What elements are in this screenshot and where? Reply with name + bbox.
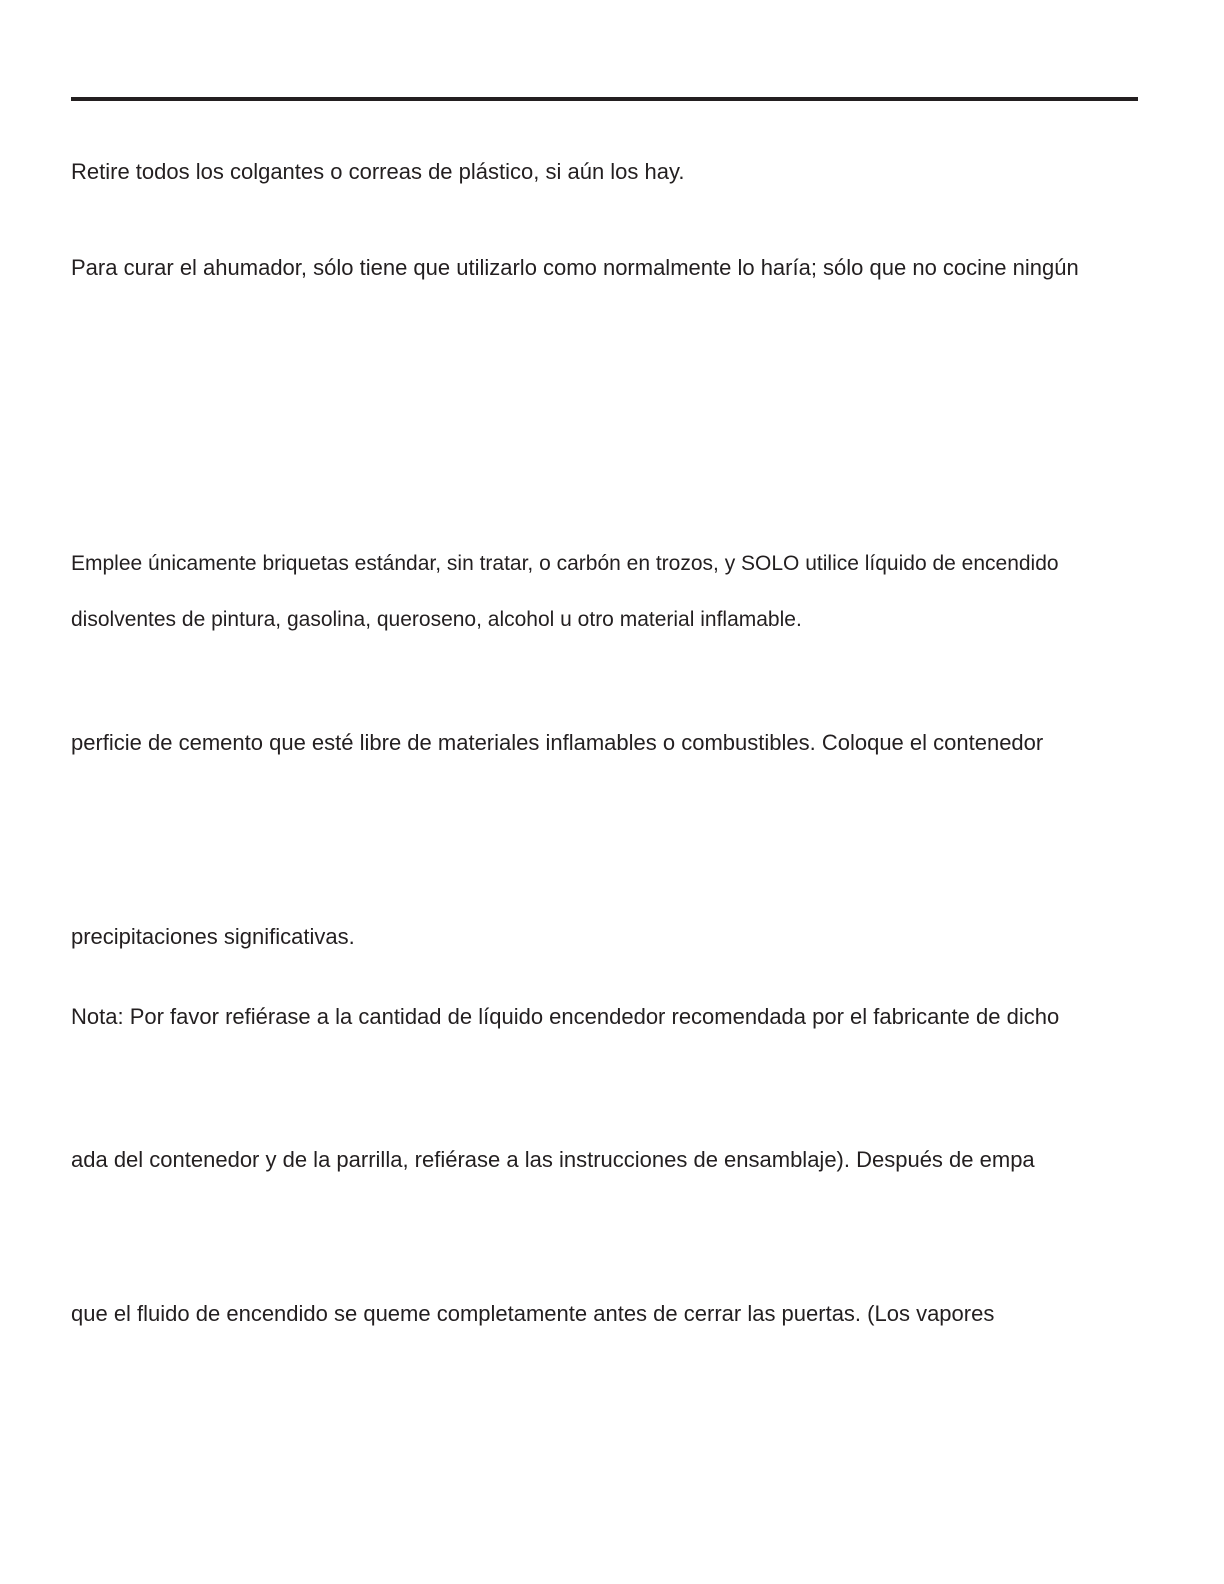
header-rule (71, 97, 1138, 101)
text-line-cement-surface: perficie de cemento que esté libre de materiales inflamables o combustibles. Coloque el contenedor (71, 730, 1044, 755)
text-line-solvents: disolventes de pintura, gasolina, queroseno, alcohol u otro material inflamable. (71, 608, 802, 631)
text-line-lighter-fluid: que el fluido de encendido se queme completamente antes de cerrar las puertas. (Los vapores (71, 1301, 995, 1326)
text-line-note: Nota: Por favor refiérase a la cantidad de líquido encendedor recomendada por el fabricante de dicho (71, 1004, 1060, 1029)
text-line-precipitation: precipitaciones significativas. (71, 924, 355, 949)
text-line-cure-smoker: Para curar el ahumador, sólo tiene que utilizarlo como normalmente lo haría; sólo que no cocine ningún (71, 255, 1079, 280)
text-line-remove-hangers: Retire todos los colgantes o correas de plástico, si aún los hay. (71, 159, 685, 184)
text-line-briquettes: Emplee únicamente briquetas estándar, sin tratar, o carbón en trozos, y SOLO utilice líquido de encendido (71, 552, 1059, 575)
text-line-assembly: ada del contenedor y de la parrilla, refiérase a las instrucciones de ensamblaje). Después de empa (71, 1147, 1035, 1172)
